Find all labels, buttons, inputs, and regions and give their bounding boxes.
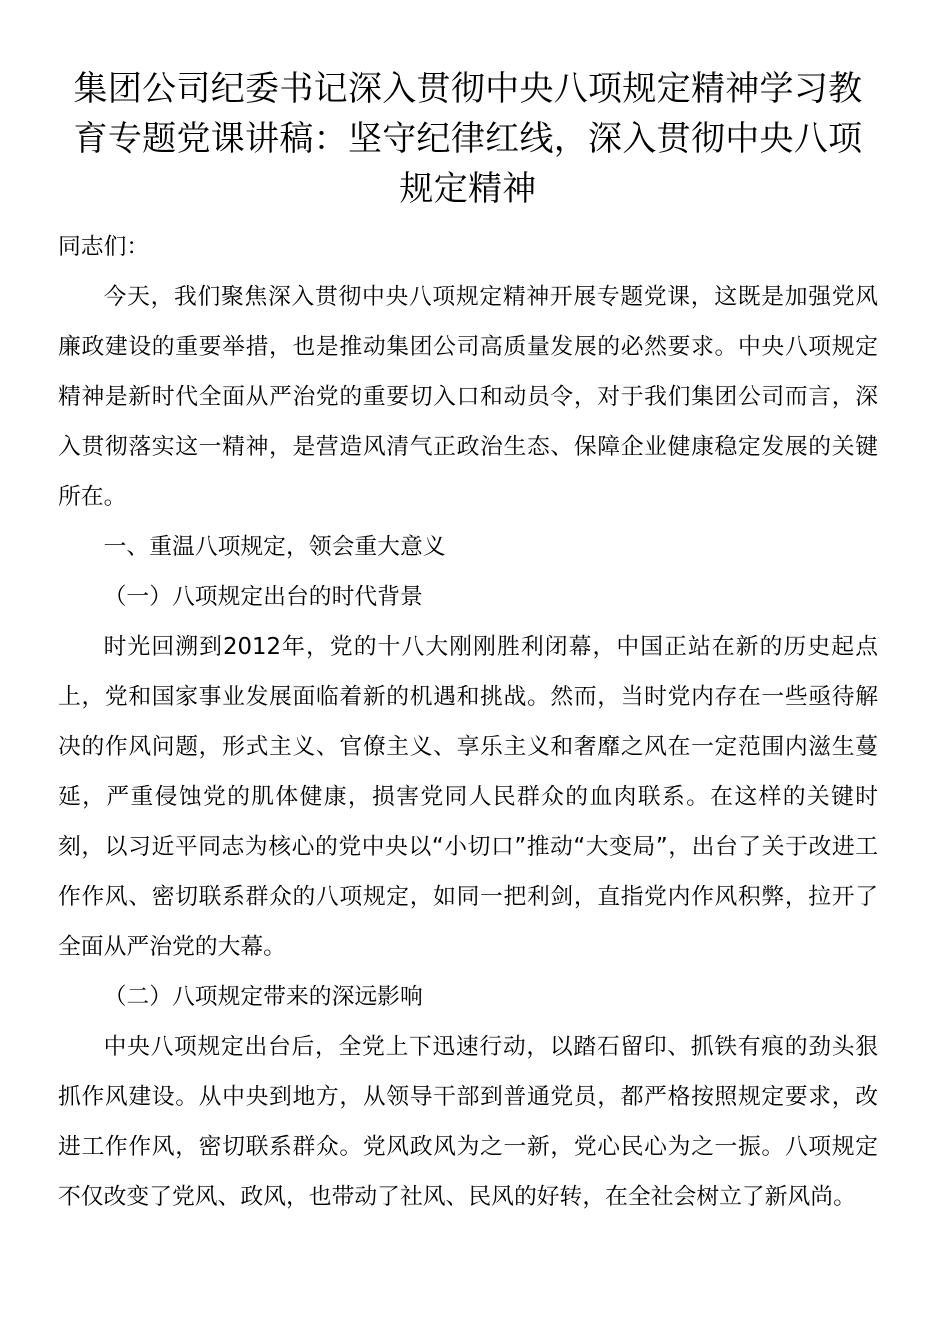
- section-heading-1: 一、重温八项规定，领会重大意义: [103, 534, 446, 560]
- salutation: 同志们：: [58, 234, 150, 260]
- subsection-heading-2: （二）八项规定带来的深远影响: [103, 984, 423, 1010]
- subsection-paragraph-2: 中央八项规定出台后，全党上下迅速行动，以踏石留印、抓铁有痕的劲头狠抓作风建设。从中央到地方，从领导干部到普通党员，都严格按照规定要求，改进工作作风，密切联系群众。党风政风为之一新，党心民心为之一振。八项规定不仅改变了党风、政风，也带动了社风、民风的好转，在全社会树立了新风尚。: [58, 1034, 878, 1210]
- document-page: [58, 64, 878, 1222]
- document-title: 集团公司纪委书记深入贯彻中央八项规定精神学习教育专题党课讲稿：坚守纪律红线，深入贯彻中央八项规定精神: [73, 69, 863, 209]
- subsection-paragraph-1: 时光回溯到2012年，党的十八大刚刚胜利闭幕，中国正站在新的历史起点上，党和国家事业发展面临着新的机遇和挑战。然而，当时党内存在一些亟待解决的作风问题，形式主义、官僚主义、享乐主义和奢靡之风在一定范围内滋生蔓延，严重侵蚀党的肌体健康，损害党同人民群众的血肉联系。在这样的关键时刻，以习近平同志为核心的党中央以“小切口”推动“大变局”，出台了关于改进工作作风、密切联系群众的八项规定，如同一把利剑，直指党内作风积弊，拉开了全面从严治党的大幕。: [58, 634, 878, 960]
- intro-paragraph: 今天，我们聚焦深入贯彻中央八项规定精神开展专题党课，这既是加强党风廉政建设的重要举措，也是推动集团公司高质量发展的必然要求。中央八项规定精神是新时代全面从严治党的重要切入口和动员令，对于我们集团公司而言，深入贯彻落实这一精神，是营造风清气正政治生态、保障企业健康稳定发展的关键所在。: [58, 284, 878, 510]
- subsection-heading-1: （一）八项规定出台的时代背景: [103, 584, 423, 610]
